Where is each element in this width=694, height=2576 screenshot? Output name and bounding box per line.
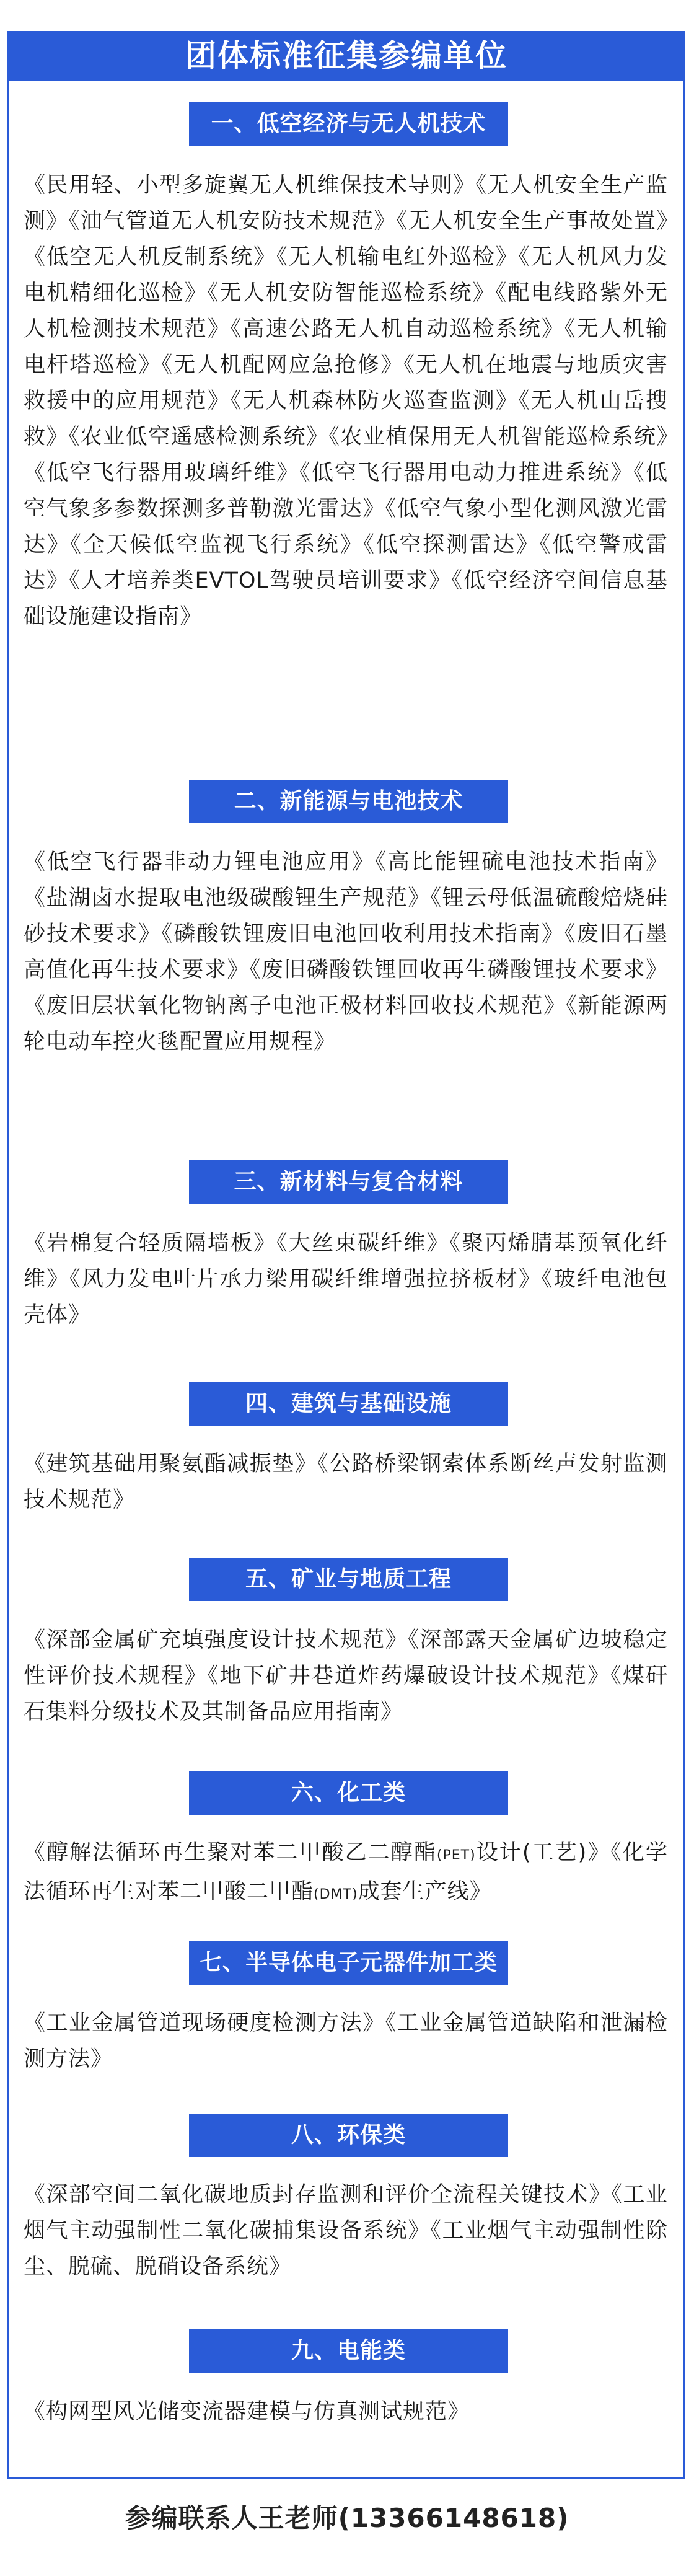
section-header-4: 四、建筑与基础设施 (189, 1382, 508, 1426)
section-header-9: 九、电能类 (189, 2329, 508, 2373)
section-body-6-dmt: (DMT) (314, 1887, 358, 1902)
section-body-9: 《构网型风光储变流器建模与仿真测试规范》 (24, 2399, 470, 2424)
section-header-2: 二、新能源与电池技术 (189, 780, 508, 823)
section-body-8: 《深部空间二氧化碳地质封存监测和评价全流程关键技术》《工业烟气主动强制性二氧化碳捕集设备系统》《工业烟气主动强制性除尘、脱硫、脱硝设备系统》 (24, 2182, 668, 2279)
page-title: 团体标准征集参编单位 (7, 31, 685, 81)
section-body-6-text-c: 成套生产线》 (358, 1879, 492, 1904)
section-header-6: 六、化工类 (189, 1771, 508, 1815)
section-body-6-text-b: 设计(工艺)》《化学法循环再生对苯二甲酸二甲酯 (24, 1840, 668, 1904)
section-body-6-text-a: 《醇解法循环再生聚对苯二甲酸乙二醇酯 (24, 1840, 437, 1865)
contact-footer: 参编联系人王老师(13366148618) (125, 2503, 569, 2533)
section-body-6 (24, 1835, 668, 1913)
section-body-4: 《建筑基础用聚氨酯减振垫》《公路桥梁钢索体系断丝声发射监测技术规范》 (24, 1452, 668, 1512)
section-body-1: 《民用轻、小型多旋翼无人机维保技术导则》《无人机安全生产监测》《油气管道无人机安防技术规范》《无人机安全生产事故处置》《低空无人机反制系统》《无人机输电红外巡检》《无人机风力发电机精细化巡检》《无人机安防智能巡检系统》《配电线路紫外无人机检测技术规范》《高速公路无人机自动巡检系统》《无人机输电杆塔巡检》《无人机配网应急抢修》《无人机在地震与地质灾害救援中的应用规范》《无人机森林防火巡查监测》《无人机山岳搜救》《农业低空遥感检测系统》《农业植保用无人机智能巡检系统》《低空飞行器用玻璃纤维》《低空飞行器用电动力推进系统》《低空气象多参数探测多普勒激光雷达》《低空气象小型化测风激光雷达》《全天候低空监视飞行系统》《低空探测雷达》《低空警戒雷达》《人才培养类EVTOL驾驶员培训要求》《低空经济空间信息基础设施建设指南》 (24, 173, 668, 629)
section-header-1: 一、低空经济与无人机技术 (189, 102, 508, 146)
section-header-5: 五、矿业与地质工程 (189, 1558, 508, 1601)
section-header-3: 三、新材料与复合材料 (189, 1160, 508, 1204)
section-header-8: 八、环保类 (189, 2114, 508, 2157)
section-body-2: 《低空飞行器非动力锂电池应用》《高比能锂硫电池技术指南》《盐湖卤水提取电池级碳酸锂生产规范》《锂云母低温硫酸焙烧硅砂技术要求》《磷酸铁锂废旧电池回收利用技术指南》《废旧石墨高值化再生技术要求》《废旧磷酸铁锂回收再生磷酸锂技术要求》《废旧层状氧化物钠离子电池正极材料回收技术规范》《新能源两轮电动车控火毯配置应用规程》 (24, 850, 668, 1054)
section-body-5: 《深部金属矿充填强度设计技术规范》《深部露天金属矿边坡稳定性评价技术规程》《地下矿井巷道炸药爆破设计技术规范》《煤矸石集料分级技术及其制备品应用指南》 (24, 1628, 668, 1724)
section-header-7: 七、半导体电子元器件加工类 (189, 1941, 508, 1985)
section-body-3: 《岩棉复合轻质隔墙板》《大丝束碳纤维》《聚丙烯腈基预氧化纤维》《风力发电叶片承力梁用碳纤维增强拉挤板材》《玻纤电池包壳体》 (24, 1231, 668, 1328)
section-body-6-pet: (PET) (436, 1848, 476, 1863)
section-body-7: 《工业金属管道现场硬度检测方法》《工业金属管道缺陷和泄漏检测方法》 (24, 2011, 668, 2071)
